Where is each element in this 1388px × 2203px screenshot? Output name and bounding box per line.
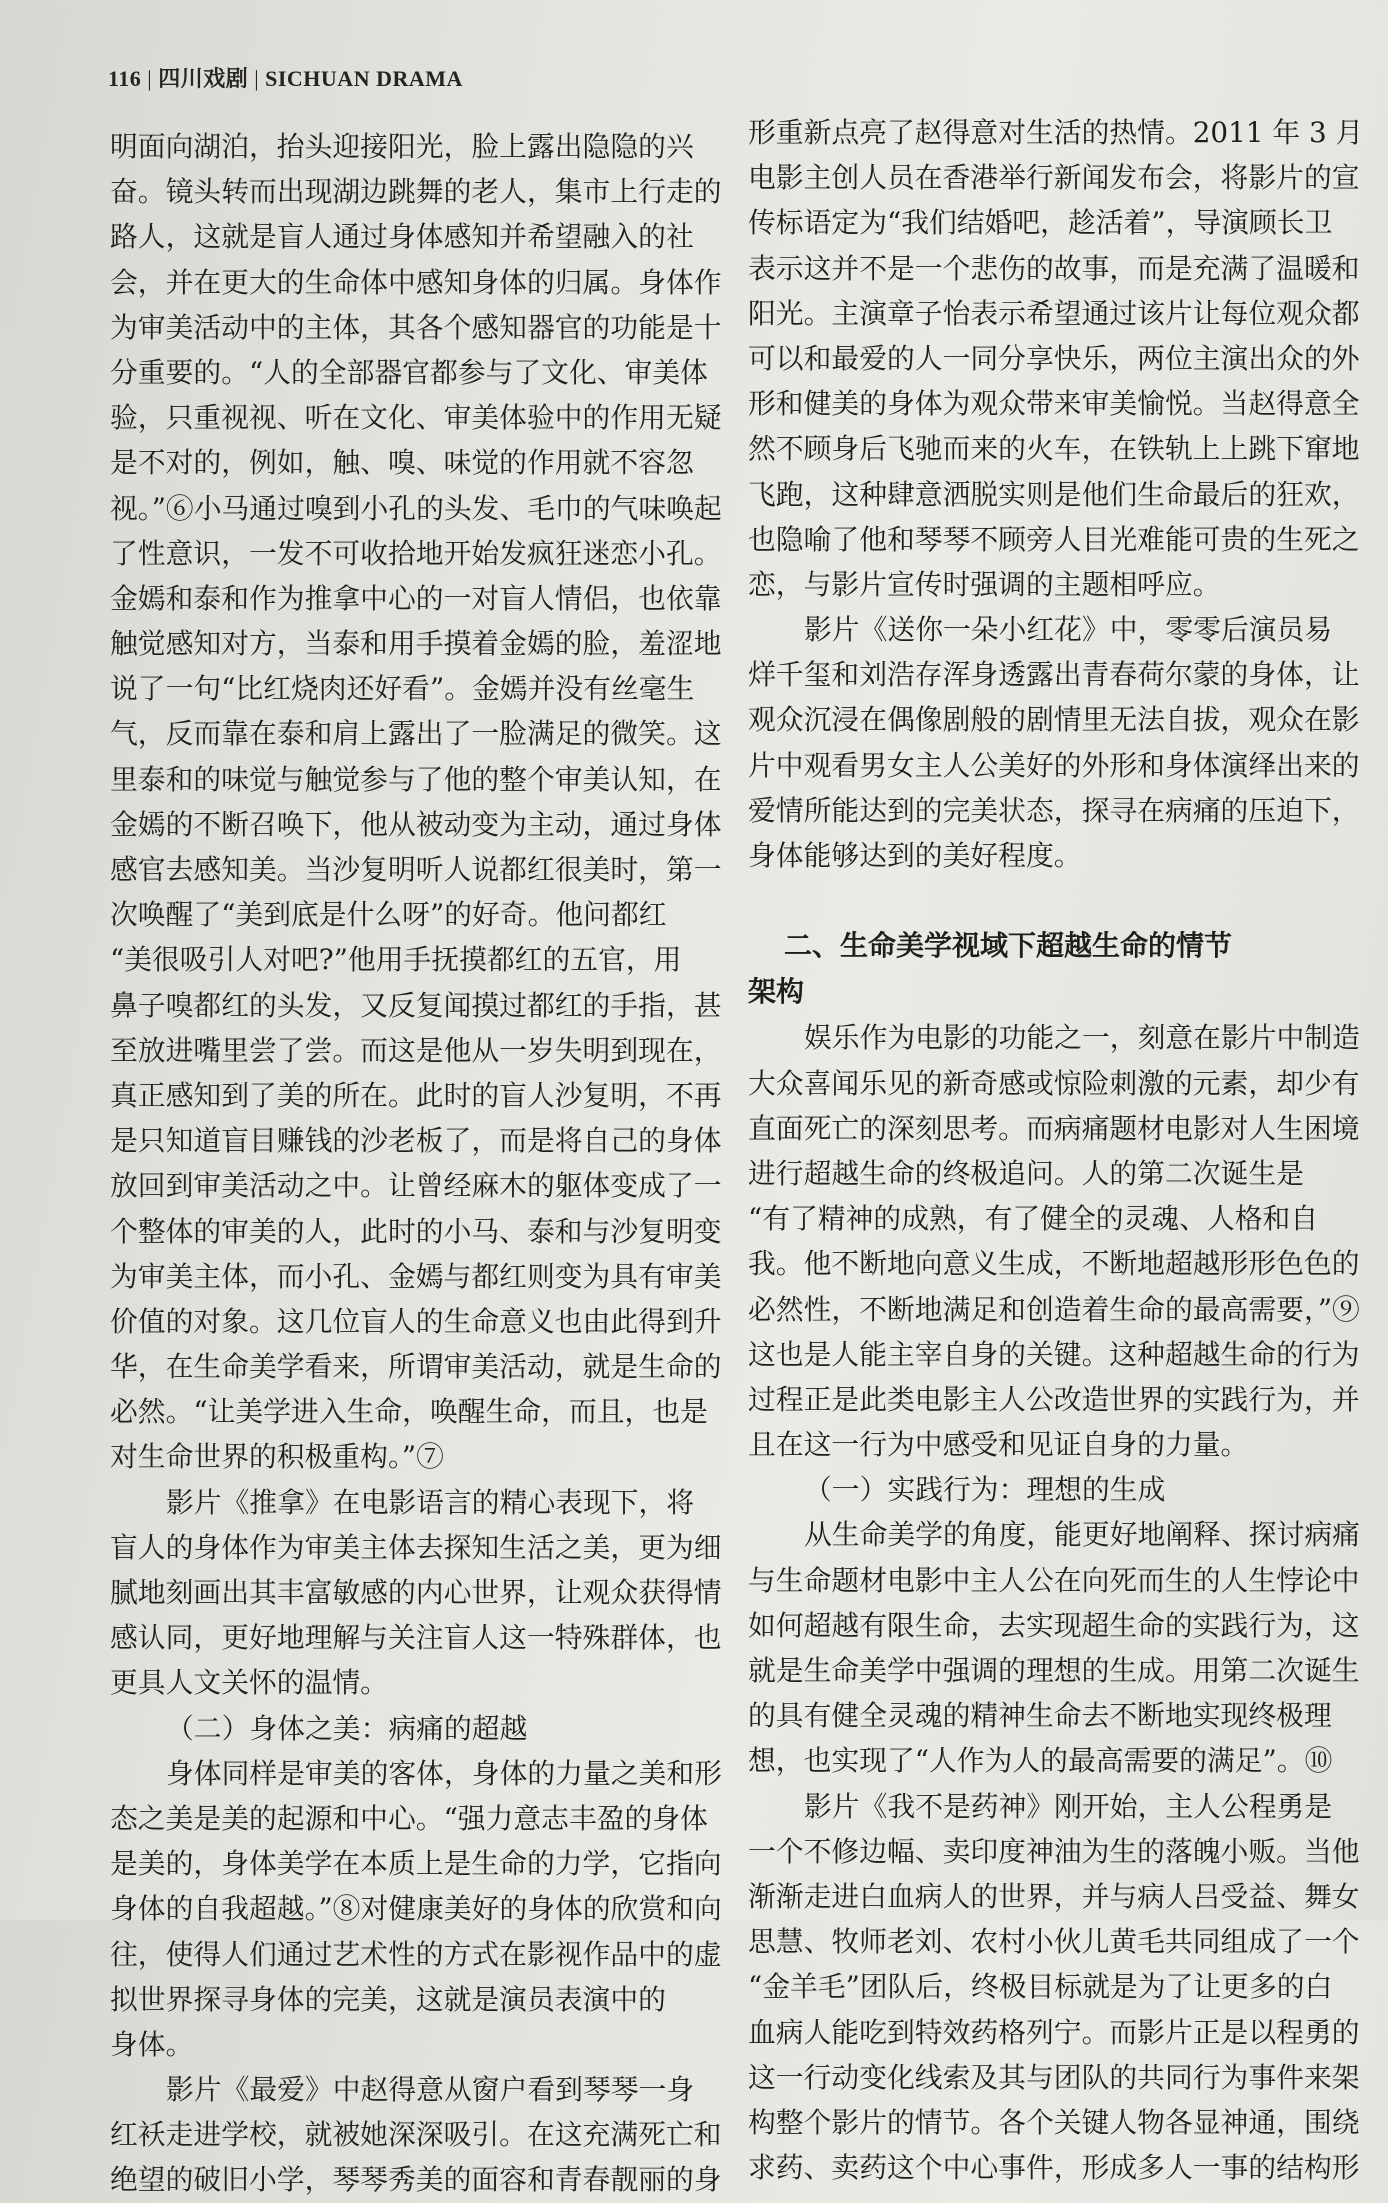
text-line: 一个不修边幅、卖印度神油为生的落魄小贩。当他 xyxy=(748,1834,1360,1868)
page-number: 116 xyxy=(108,66,142,91)
text-line: 过程正是此类电影主人公改造世界的实践行为，并 xyxy=(748,1382,1360,1416)
text-line: 态之美是美的起源和中心。“强力意志丰盈的身体 xyxy=(110,1801,708,1835)
text-line: 然不顾身后飞驰而来的火车，在铁轨上上跳下窜地 xyxy=(748,432,1360,466)
text-line: 形重新点亮了赵得意对生活的热情。2011 年 3 月 xyxy=(748,116,1364,149)
text-line: 烊千玺和刘浩存浑身透露出青春荷尔蒙的身体，让 xyxy=(748,658,1360,692)
text-line: 的具有健全灵魂的精神生命去不断地实现终极理 xyxy=(748,1699,1332,1733)
text-line: 影片《我不是药神》刚开始，主人公程勇是 xyxy=(804,1789,1333,1823)
text-line: 为审美活动中的主体，其各个感知器官的功能是十 xyxy=(110,310,722,344)
text-line: 是美的，身体美学在本质上是生命的力学，它指向 xyxy=(110,1847,722,1881)
spacer xyxy=(748,878,1348,923)
text-line: 如何超越有限生命，去实现超生命的实践行为，这 xyxy=(748,1608,1360,1642)
text-line: 观众沉浸在偶像剧般的剧情里无法自拔，观众在影 xyxy=(748,703,1360,737)
text-line: 放回到审美活动之中。让曾经麻木的躯体变成了一 xyxy=(110,1169,722,1203)
left-text-column xyxy=(110,124,722,2203)
text-line: 且在这一行为中感受和见证自身的力量。 xyxy=(748,1428,1249,1462)
text-line: 感官去感知美。当沙复明听人说都红很美时，第一 xyxy=(110,853,722,886)
text-line: 也隐喻了他和琴琴不顾旁人目光难能可贵的生死之 xyxy=(748,522,1360,556)
text-line: 身体。 xyxy=(110,2027,194,2061)
text-line: 身体能够达到的美好程度。 xyxy=(748,839,1082,872)
text-line: 电影主创人员在香港举行新闻发布会，将影片的宣 xyxy=(748,161,1360,195)
text-line: 鼻子嗅都红的头发，又反复闻摸过都红的手指，甚 xyxy=(110,988,722,1022)
text-line: 真正感知到了美的所在。此时的盲人沙复明，不再 xyxy=(110,1078,722,1112)
text-line: 华，在生命美学看来，所谓审美活动，就是生命的 xyxy=(110,1350,722,1384)
text-line: 往，使得人们通过艺术性的方式在影视作品中的虚 xyxy=(110,1937,722,1971)
text-line: 从生命美学的角度，能更好地阐释、探讨病痛 xyxy=(804,1518,1360,1552)
text-line: 感认同，更好地理解与关注盲人这一特殊群体，也 xyxy=(110,1621,722,1655)
right-column-paragraphs-top xyxy=(748,110,1364,878)
text-line: 阳光。主演章子怡表示希望通过该片让每位观众都 xyxy=(748,296,1360,330)
journal-title-en: SICHUAN DRAMA xyxy=(265,66,463,91)
text-line: 传标语定为“我们结婚吧，趁活着”，导演顾长卫 xyxy=(748,206,1333,240)
text-line: 血病人能吃到特效药格列宁。而影片正是以程勇的 xyxy=(748,2015,1360,2049)
text-line: 会，并在更大的生命体中感知身体的归属。身体作 xyxy=(110,265,722,299)
text-line: 进行超越生命的终极追问。人的第二次诞生是 xyxy=(748,1156,1304,1190)
text-line: 我。他不断地向意义生成，不断地超越形形色色的 xyxy=(748,1247,1360,1281)
text-line: 更具人文关怀的温情。 xyxy=(110,1666,388,1700)
text-line: 分重要的。“人的全部器官都参与了文化、审美体 xyxy=(110,355,708,389)
text-line: 说了一句“比红烧肉还好看”。金嫣并没有丝毫生 xyxy=(110,672,695,706)
text-line: 验，只重视视、听在文化、审美体验中的作用无疑 xyxy=(110,401,722,435)
text-line: 构整个影片的情节。各个关键人物各显神通，围绕 xyxy=(748,2105,1360,2139)
text-line: 必然。“让美学进入生命，唤醒生命，而且，也是 xyxy=(110,1395,708,1429)
journal-title-cn: 四川戏剧 xyxy=(158,66,249,91)
text-line: “金羊毛”团队后，终极目标就是为了让更多的白 xyxy=(748,1970,1333,2004)
text-line: “有了精神的成熟，有了健全的灵魂、人格和自 xyxy=(748,1202,1319,1236)
text-line: 拟世界探寻身体的完美，这就是演员表演中的 xyxy=(110,1982,666,2016)
text-line: 大众喜闻乐见的新奇感或惊险刺激的元素，却少有 xyxy=(748,1066,1360,1100)
text-line: 至放进嘴里尝了尝。而这是他从一岁失明到现在， xyxy=(110,1033,722,1067)
right-text-column xyxy=(748,110,1364,2190)
text-line: 思慧、牧师老刘、农村小伙儿黄毛共同组成了一个 xyxy=(748,1925,1360,1959)
text-line: 了性意识，一发不可收拾地开始发疯狂迷恋小孔。 xyxy=(110,536,722,570)
text-line: 是只知道盲目赚钱的沙老板了，而是将自己的身体 xyxy=(110,1124,722,1158)
text-line: 腻地刻画出其丰富敏感的内心世界，让观众获得情 xyxy=(110,1576,722,1609)
text-line: 求药、卖药这个中心事件，形成多人一事的结构形 xyxy=(748,2151,1360,2185)
text-line: 为审美主体，而小孔、金嫣与都红则变为具有审美 xyxy=(110,1259,722,1293)
text-line: （二）身体之美：病痛的超越 xyxy=(166,1711,528,1745)
text-line: 盲人的身体作为审美主体去探知生活之美，更为细 xyxy=(110,1530,722,1564)
text-line: 个整体的审美的人，此时的小马、泰和与沙复明变 xyxy=(110,1214,722,1248)
right-column-paragraphs-bottom xyxy=(748,1015,1360,2190)
header-separator: | xyxy=(254,66,260,91)
text-line: 表示这并不是一个悲伤的故事，而是充满了温暖和 xyxy=(748,251,1360,285)
text-line: 对生命世界的积极重构。”⑦ xyxy=(110,1440,444,1474)
text-line: 路人，这就是盲人通过身体感知并希望融入的社 xyxy=(110,220,694,254)
text-line: 影片《送你一朵小红花》中，零零后演员易 xyxy=(804,613,1333,647)
text-line: “美很吸引人对吧?”他用手抚摸都红的五官，用 xyxy=(110,943,682,977)
text-line: 娱乐作为电影的功能之一，刻意在影片中制造 xyxy=(804,1021,1360,1055)
text-line: 是不对的，例如，触、嗅、味觉的作用就不容忽 xyxy=(110,446,694,480)
text-line: 恋，与影片宣传时强调的主题相呼应。 xyxy=(748,567,1221,601)
page-header xyxy=(108,62,463,93)
text-line: 必然性，不断地满足和创造着生命的最高需要，”⑨ xyxy=(748,1292,1360,1326)
text-line: 飞跑，这种肆意洒脱实则是他们生命最后的狂欢， xyxy=(748,477,1360,511)
text-line: 影片《推拿》在电影语言的精心表现下，将 xyxy=(166,1485,695,1519)
text-line: （一）实践行为：理想的生成 xyxy=(804,1473,1166,1507)
text-line: 奋。镜头转而出现湖边跳舞的老人，集市上行走的 xyxy=(110,175,722,209)
text-line: 气，反而靠在泰和肩上露出了一脸满足的微笑。这 xyxy=(110,717,722,751)
text-line: 直面死亡的深刻思考。而病痛题材电影对人生困境 xyxy=(748,1111,1360,1145)
section-heading-line2: 架构 xyxy=(748,975,805,1009)
text-line: 可以和最爱的人一同分享快乐，两位主演出众的外 xyxy=(748,341,1360,375)
section-heading-line1: 二、生命美学视域下超越生命的情节 xyxy=(784,929,1233,963)
text-line: 红袄走进学校，就被她深深吸引。在这充满死亡和 xyxy=(110,2118,722,2152)
text-line: 里泰和的味觉与触觉参与了他的整个审美认知，在 xyxy=(110,762,722,796)
text-line: 视。”⑥小马通过嗅到小孔的头发、毛巾的气味唤起 xyxy=(110,491,722,525)
text-line: 金嫣和泰和作为推拿中心的一对盲人情侣，也依靠 xyxy=(110,581,722,615)
text-line: 绝望的破旧小学，琴琴秀美的面容和青春靓丽的身 xyxy=(110,2163,722,2197)
text-line: 触觉感知对方，当泰和用手摸着金嫣的脸，羞涩地 xyxy=(110,627,722,661)
text-line: 这一行动变化线索及其与团队的共同行为事件来架 xyxy=(748,2060,1360,2094)
text-line: 金嫣的不断召唤下，他从被动变为主动，通过身体 xyxy=(110,807,722,841)
text-line: 次唤醒了“美到底是什么呀”的好奇。他问都红 xyxy=(110,898,667,932)
text-line: 渐渐走进白血病人的世界，并与病人吕受益、舞女 xyxy=(748,1879,1360,1913)
text-line: 明面向湖泊，抬头迎接阳光，脸上露出隐隐的兴 xyxy=(110,130,694,163)
text-line: 身体的自我超越。”⑧对健康美好的身体的欣赏和向 xyxy=(110,1892,722,1926)
header-separator: | xyxy=(147,66,153,91)
text-line: 爱情所能达到的完美状态，探寻在病痛的压迫下， xyxy=(748,793,1360,827)
text-line: 片中观看男女主人公美好的外形和身体演绎出来的 xyxy=(748,748,1360,782)
text-line: 身体同样是审美的客体，身体的力量之美和形 xyxy=(166,1756,722,1790)
text-line: 这也是人能主宰自身的关键。这种超越生命的行为 xyxy=(748,1337,1360,1371)
text-line: 形和健美的身体为观众带来审美愉悦。当赵得意全 xyxy=(748,387,1360,421)
text-line: 想，也实现了“人作为人的最高需要的满足”。⑩ xyxy=(748,1744,1333,1778)
text-line: 影片《最爱》中赵得意从窗户看到琴琴一身 xyxy=(166,2073,695,2107)
text-line: 就是生命美学中强调的理想的生成。用第二次诞生 xyxy=(748,1654,1360,1687)
text-line: 与生命题材电影中主人公在向死而生的人生悖论中 xyxy=(748,1563,1360,1597)
text-line: 价值的对象。这几位盲人的生命意义也由此得到升 xyxy=(110,1304,722,1338)
